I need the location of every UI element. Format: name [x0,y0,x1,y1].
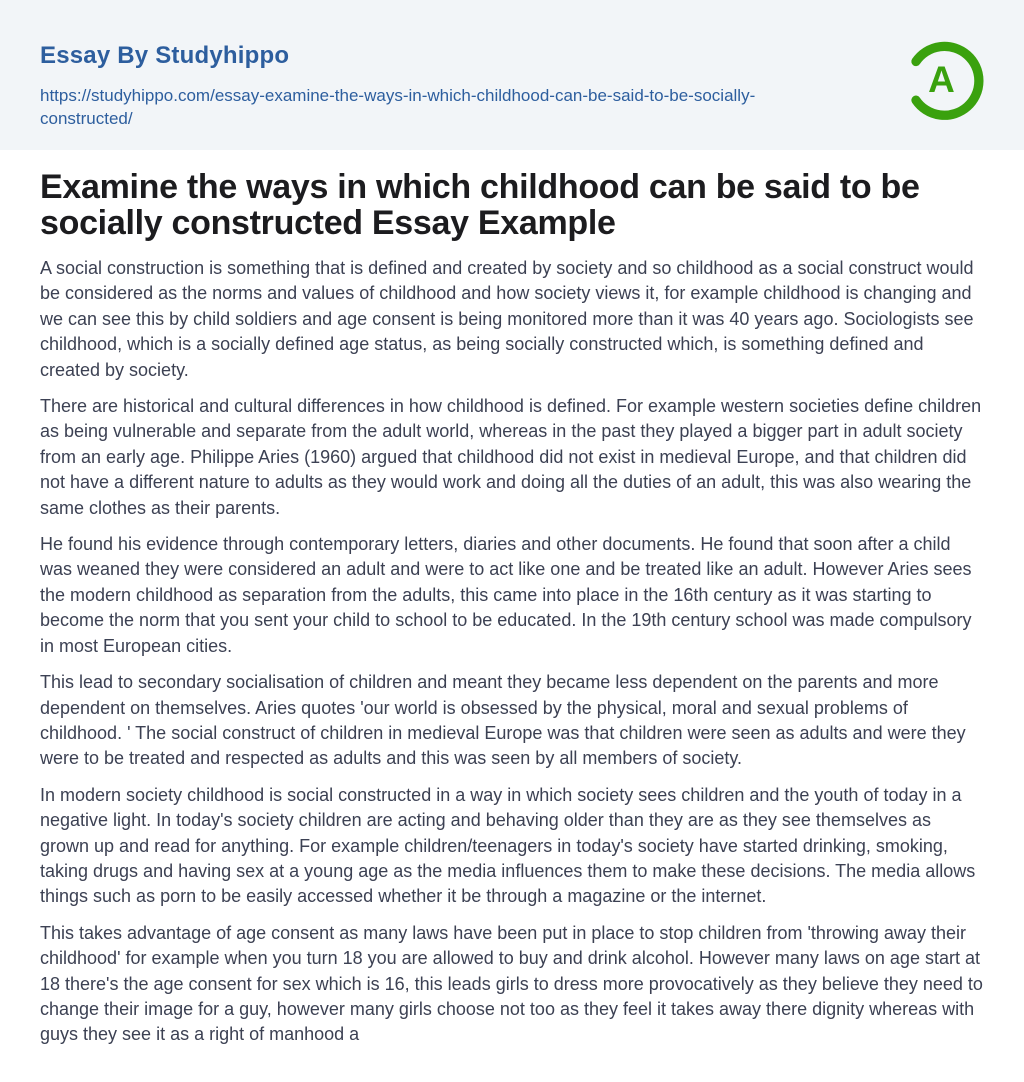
essay-paragraph: In modern society childhood is social constructed in a way in which society sees children and the youth of today in a negative light. In today's society children are acting and behaving older than they are as they see themselves as grown up and read for anything. For example children/teenagers in today's society have started drinking, smoking, taking drugs and having sex at a young age as the media influences them to make these decisions. The media allows things such as porn to be easily accessed whether it be through a magazine or the internet. [40,784,976,907]
page-header [0,0,1024,150]
essay-paragraph: This lead to secondary socialisation of children and meant they became less dependent on the parents and more dependent on themselves. Aries quotes 'our world is obsessed by the physical, moral and sexual problems of childhood. ' The social construct of children in medieval Europe was that children were seen as adults and were they were to be treated and respected as adults and this was seen by all members of society. [40,672,966,769]
header-text-block [40,36,785,130]
studyhippo-logo-icon [902,32,986,128]
essay-title: Examine the ways in which childhood can be said to be socially constructed Essay Example [40,168,920,242]
brand-title: Essay By Studyhippo [40,42,290,69]
essay-paragraph: This takes advantage of age consent as many laws have been put in place to stop children from 'throwing away their childhood' for example when you turn 18 you are allowed to buy and drink alcohol. However many laws on age start at 18 there's the age consent for sex which is 16, this leads girls to dress more provocatively as they believe they need to change their image for a guy, however many girls choose not too as they feel it takes away there dignity whereas with guys they see it as a right of manhood a [40,922,983,1045]
essay-paragraph: A social construction is something that is defined and created by society and so childhood as a social construct would be considered as the norms and values of childhood and how society views it, for example childhood is changing and we can see this by child soldiers and age consent is being monitored more than it was 40 years ago. Sociologists see childhood, which is a socially defined age status, as being socially constructed which, is something defined and created by society. [40,258,974,380]
essay-body [40,256,984,1048]
logo-letter: A [928,58,955,100]
essay-paragraph: There are historical and cultural differences in how childhood is defined. For example western societies define children as being vulnerable and separate from the adult world, whereas in the past they played a bigger part in adult society from an early age. Philippe Aries (1960) argued that childhood did not exist in medieval Europe, and that children did not have a different nature to adults as they would work and doing all the duties of an adult, this was also wearing the same clothes as their parents. [40,396,982,518]
source-url-link[interactable]: https://studyhippo.com/essay-examine-the-ways-in-which-childhood-can-be-said-to-be-socially-constructed/ [40,86,756,128]
essay-paragraph: He found his evidence through contemporary letters, diaries and other documents. He found that soon after a child was weaned they were considered an adult and were to act like one and be treated like an adult. However Aries sees the modern childhood as separation from the adults, this came into place in the 16th century as it was starting to become the norm that you sent your child to school to be educated. In the 19th century school was made compulsory in most European cities. [40,534,972,656]
article-area [0,150,1024,1048]
